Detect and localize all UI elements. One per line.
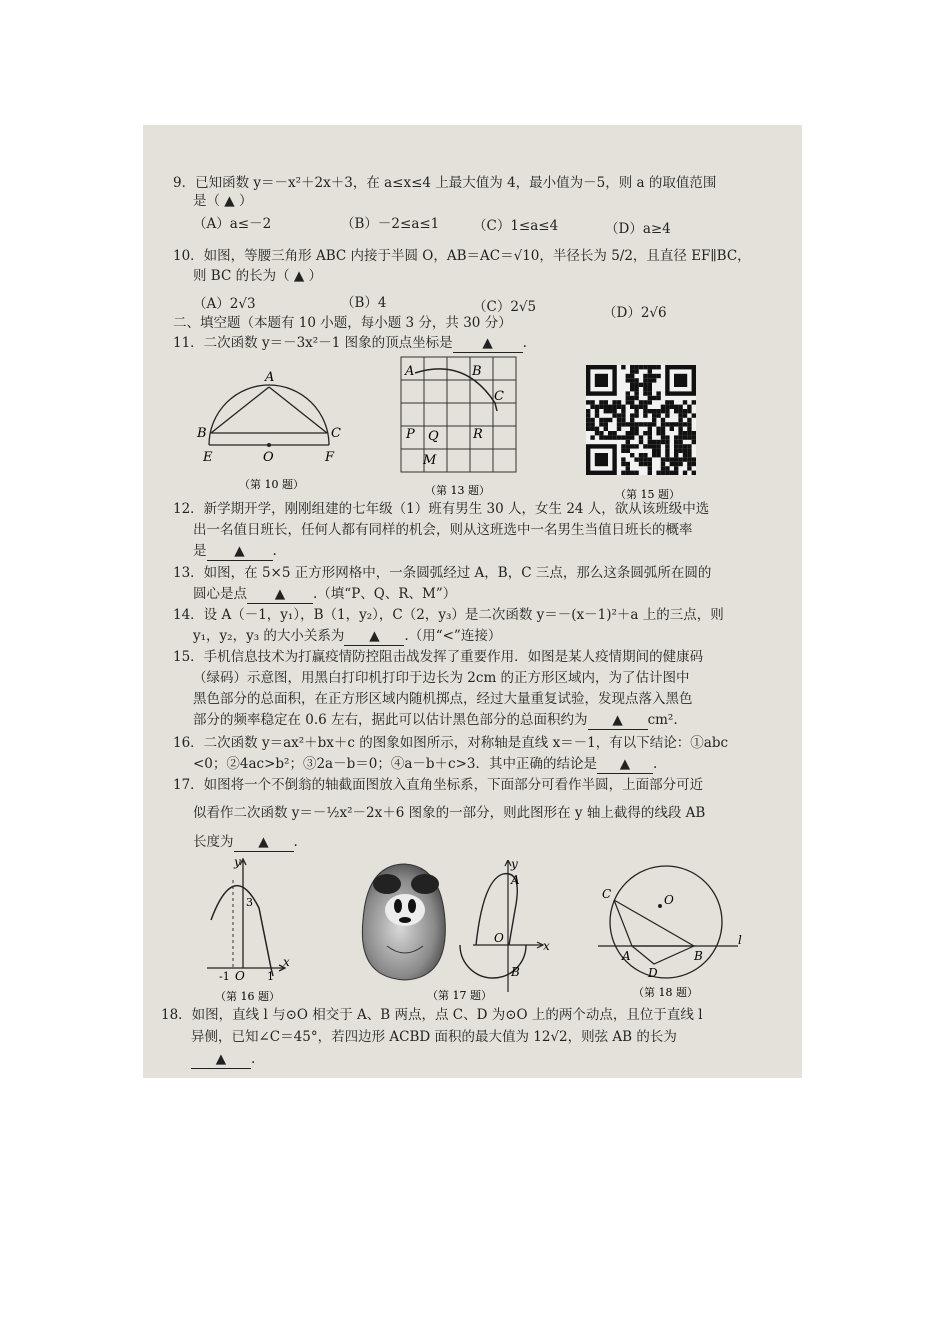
fig13-label-r: R (473, 427, 483, 442)
fig10-label-b: B (197, 426, 207, 441)
fig13-label-b: B (472, 364, 482, 379)
q12-line3-start: 是 (193, 543, 207, 559)
q10-line1: 10．如图，等腰三角形 ABC 内接于半圆 O，AB＝AC＝√10，半径长为 5/2，且直径 EF∥BC， (173, 248, 751, 264)
q11-text: 11．二次函数 y＝－3x²－1 图象的顶点坐标是 (173, 335, 453, 351)
fig17-label-a: A (511, 873, 520, 887)
fig17-label-o: O (494, 931, 504, 945)
q10-option-d: （D）2√6 (603, 305, 667, 321)
fig10-label-e: E (203, 450, 213, 465)
q18-blank: ▲ (191, 1051, 251, 1069)
fig16-label-neg1: -1 (219, 970, 230, 983)
q16-line2 (193, 756, 657, 774)
figure-18 (588, 860, 748, 1005)
qr-code-pattern (586, 365, 696, 475)
q10-line2: 则 BC 的长为（ ▲ ） (193, 268, 323, 284)
fig13-caption: （第 13 题） (425, 484, 490, 497)
q15-line4-start: 部分的频率稳定在 0.6 左右，据此可以估计黑色部分的总面积约为 (193, 712, 588, 728)
fig16-label-1: 1 (267, 970, 274, 983)
q15-line4 (193, 712, 678, 730)
fig13-label-p: P (406, 427, 415, 442)
q15-blank: ▲ (588, 712, 648, 730)
q9-option-c: （C）1≤a≤4 (473, 218, 559, 234)
q9-line2: 是（ ▲ ） (193, 193, 253, 209)
fig17-graph (460, 860, 543, 992)
q15-line3: 黑色部分的总面积，在正方形区域内随机掷点，经过大量重复试验，发现点落入黑色 (193, 691, 693, 707)
q12-line2: 出一名值日班长，任何人都有同样的机会，则从这班选中一名男生当值日班长的概率 (193, 522, 693, 538)
fig10-semicircle (209, 385, 329, 445)
fig13-label-c: C (494, 389, 504, 404)
fig13-arc (415, 369, 497, 411)
fig13-label-a: A (405, 364, 415, 379)
q12-line3 (193, 543, 277, 561)
q13-blank: ▲ (247, 586, 313, 604)
q15-line1: 15．手机信息技术为打赢疫情防控阻击战发挥了重要作用．如图是某人疫情期间的健康码 (173, 649, 704, 665)
fig18-label-l: l (738, 933, 742, 947)
fig16-caption: （第 16 题） (215, 990, 280, 1003)
q11-blank: ▲ (453, 335, 523, 353)
fig17-label-b: B (511, 965, 520, 979)
q10-option-b: （B）4 (341, 295, 387, 311)
fig13-grid (401, 357, 516, 472)
q14-line1: 14．设 A（－1，y₁），B（1，y₂），C（2，y₃）是二次函数 y＝－(x－1)²＋a 上的三点，则 (173, 607, 724, 623)
fig18-label-b: B (694, 949, 703, 963)
fig13-label-q: Q (428, 429, 439, 444)
q9-option-d: （D）a≥4 (605, 221, 671, 237)
q13-line2 (193, 586, 456, 604)
q17-line1: 17．如图将一个不倒翁的轴截面图放入直角坐标系，下面部分可看作半圆，上面部分可近 (173, 777, 704, 793)
q18-line1: 18．如图，直线 l 与⊙O 相交于 A、B 两点，点 C、D 为⊙O 上的两个动点，且位于直线 l (161, 1007, 703, 1023)
figure-10 (193, 365, 353, 495)
q13-line2-end: .（填“P、Q、R、M”） (313, 586, 457, 602)
fig16-label-x: x (283, 955, 290, 969)
fig16-parabola (211, 886, 273, 976)
q16-blank: ▲ (597, 756, 653, 774)
q18-line2: 异侧，已知∠C＝45°，若四边形 ACBD 面积的最大值为 12√2，则弦 AB 的长为 (191, 1029, 677, 1045)
q9-option-b: （B）－2≤a≤1 (341, 216, 440, 232)
q16-line1: 16．二次函数 y＝ax²＋bx＋c 的图象如图所示，对称轴是直线 x＝－1，有以下结论：①abc (173, 735, 729, 751)
fig16-label-o: O (235, 969, 245, 983)
fig15-caption: （第 15 题） (615, 488, 680, 501)
q10-option-a: （A）2√3 (193, 296, 256, 312)
fig13-label-m: M (423, 453, 437, 468)
q12-line1: 12．新学期开学，刚刚组建的七年级（1）班有男生 30 人，女生 24 人，欲从该班级中选 (173, 501, 710, 517)
q12-end: . (272, 543, 277, 559)
fig16-label-3: 3 (246, 896, 253, 909)
tumbler-doll-photo (362, 864, 445, 980)
q17-blank: ▲ (234, 834, 294, 852)
q15-line2: （绿码）示意图，用黑白打印机打印于边长为 2cm 的正方形区域内，为了估计图中 (193, 670, 690, 686)
q14-line2-end: .（用“<”连接） (404, 628, 502, 644)
q13-line1: 13．如图，在 5×5 正方形网格中，一条圆弧经过 A，B，C 三点，那么这条圆弧所在圆的 (173, 565, 712, 581)
fig10-label-a: A (265, 370, 275, 385)
q13-line2-start: 圆心是点 (193, 586, 247, 602)
fig18-label-o: O (664, 893, 674, 907)
fig18-label-c: C (602, 887, 612, 901)
fig18-label-d: D (648, 966, 658, 980)
fig17-label-y: y (511, 860, 518, 871)
fig10-caption: （第 10 题） (239, 478, 304, 491)
figure-13 (393, 351, 528, 501)
exam-sheet (143, 125, 802, 1078)
q17-line3-start: 长度为 (193, 834, 234, 850)
q9-option-a: （A）a≤－2 (193, 216, 272, 232)
q14-blank: ▲ (344, 628, 404, 646)
fig10-center-o (267, 443, 271, 447)
fig18-triangle-cab (614, 900, 694, 946)
q17-line2: 似看作二次函数 y＝－½x²－2x＋6 图象的一部分，则此图形在 y 轴上截得的线段 AB (193, 805, 706, 821)
q14-line2-start: y₁，y₂，y₃ 的大小关系为 (193, 628, 345, 644)
figure-16 (205, 850, 305, 1005)
figure-15-qr-code (583, 365, 703, 505)
q11-end: . (522, 335, 527, 351)
q10-option-c: （C）2√5 (473, 299, 537, 315)
q15-line4-end: cm². (647, 712, 678, 728)
section-fill-blank-heading: 二、填空题（本题有 10 小题，每小题 3 分，共 30 分） (173, 315, 512, 331)
q9-line1: 9．已知函数 y＝－x²＋2x＋3，在 a≤x≤4 上最大值为 4，最小值为－5，则 a 的取值范围 (173, 175, 717, 191)
q14-line2 (193, 628, 501, 646)
fig18-triangle-adb (632, 946, 694, 964)
fig17-caption: （第 17 题） (427, 989, 492, 1002)
fig18-center-o (658, 904, 662, 908)
fig10-label-f: F (325, 450, 335, 465)
fig10-label-o: O (263, 450, 274, 465)
q12-blank: ▲ (207, 543, 273, 561)
q17-end: . (293, 834, 298, 850)
fig18-label-a: A (622, 949, 631, 963)
fig18-caption: （第 18 题） (633, 986, 698, 999)
fig17-label-x: x (543, 939, 550, 953)
fig10-label-c: C (331, 426, 341, 441)
q18-end: . (251, 1051, 256, 1067)
q16-end: . (652, 756, 658, 772)
q16-line2-start: <0；②4ac>b²；③2a－b＝0；④a－b＋c>3．其中正确的结论是 (193, 756, 597, 772)
fig16-label-y: y (234, 855, 241, 869)
figure-17 (343, 860, 573, 1005)
q18-line3 (191, 1051, 255, 1069)
